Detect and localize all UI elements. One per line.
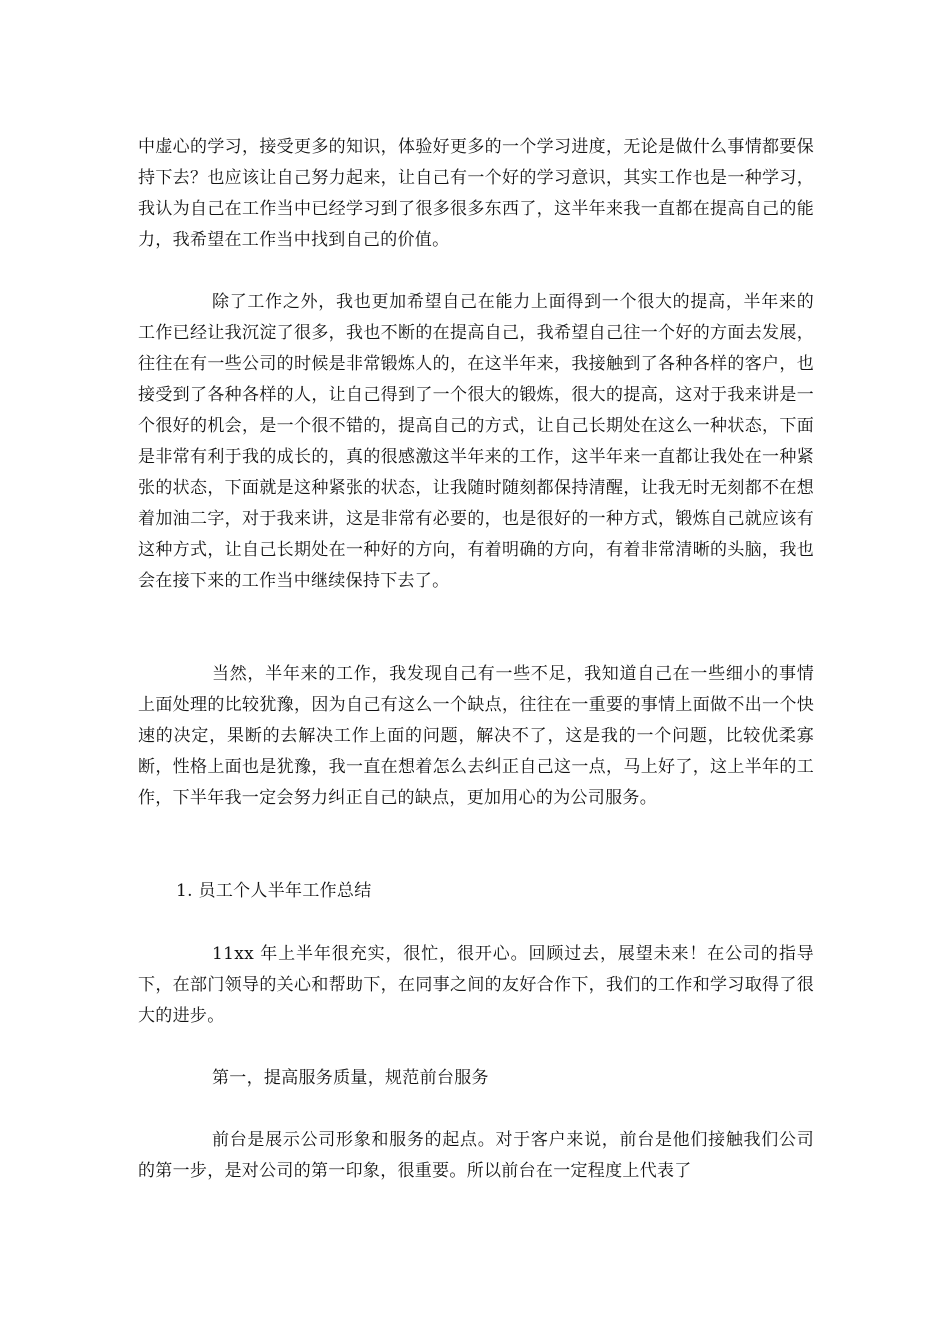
- paragraph-front-desk: 前台是展示公司形象和服务的起点。对于客户来说，前台是他们接触我们公司的第一步，是对公司的第一印象，很重要。所以前台在一定程度上代表了: [138, 1130, 814, 1181]
- paragraph-shortcomings: 当然，半年来的工作，我发现自己有一些不足，我知道自己在一些细小的事情上面处理的比较犹豫，因为自己有这么一个缺点，往往在一重要的事情上面做不出一个快速的决定，果断的去解决工作上面的问题，解决不了，这是我的一个问题，比较优柔寡断，性格上面也是犹豫，我一直在想着怎么去纠正自己这一点，马上好了，这上半年的工作，下半年我一定会努力纠正自己的缺点，更加用心的为公司服务。: [138, 664, 814, 808]
- paragraph-beyond-work: 除了工作之外，我也更加希望自己在能力上面得到一个很大的提高，半年来的工作已经让我沉淀了很多，我也不断的在提高自己，我希望自己往一个好的方面去发展，往往在有一些公司的时候是非常锻炼人的，在这半年来，我接触到了各种各样的客户，也接受到了各种各样的人，让自己得到了一个很大的锻炼，很大的提高，这对于我来讲是一个很好的机会，是一个很不错的，提高自己的方式，让自己长期处在这么一种状态，下面是非常有利于我的成长的，真的很感激这半年来的工作，这半年来一直都让我处在一种紧张的状态，下面就是这种紧张的状态，让我随时随刻都保持清醒，让我无时无刻都不在想着加油二字，对于我来讲，这是非常有必要的，也是很好的一种方式，锻炼自己就应该有这种方式，让自己长期处在一种好的方向，有着明确的方向，有着非常清晰的头脑，我也会在接下来的工作当中继续保持下去了。: [138, 292, 814, 591]
- section-heading: 1. 员工个人半年工作总结: [176, 881, 372, 901]
- paragraph-continuation: 中虚心的学习，接受更多的知识，体验好更多的一个学习进度，无论是做什么事情都要保持下去？也应该让自己努力起来，让自己有一个好的学习意识，其实工作也是一种学习，我认为自己在工作当中已经学习到了很多很多东西了，这半年来我一直都在提高自己的能力，我希望在工作当中找到自己的价值。: [138, 137, 814, 250]
- paragraph-intro: 11xx 年上半年很充实，很忙，很开心。回顾过去，展望未来！在公司的指导下，在部门领导的关心和帮助下，在同事之间的友好合作下，我们的工作和学习取得了很大的进步。: [138, 944, 814, 1026]
- subheading-service-quality: 第一，提高服务质量，规范前台服务: [212, 1068, 489, 1088]
